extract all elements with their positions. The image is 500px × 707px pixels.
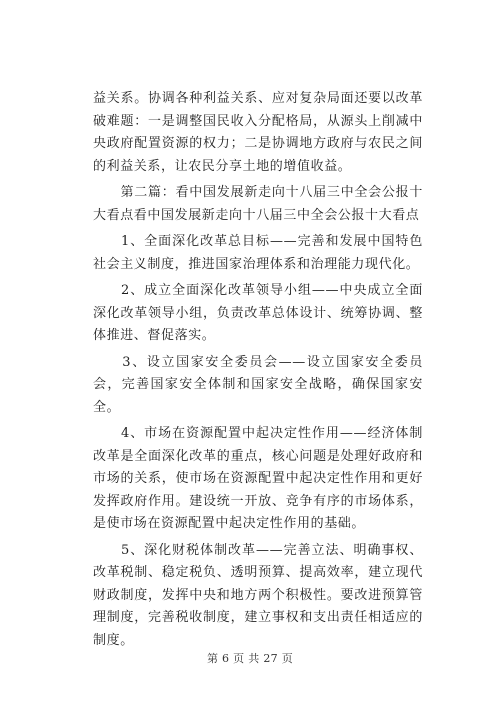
- page-number-footer: 第 6 页 共 27 页: [206, 652, 294, 665]
- paragraph-section-title: 第二篇：看中国发展新走向十八届三中全会公报十大看点看中国发展新走向十八届三中全会公报十大看点: [93, 185, 423, 223]
- paragraph-point-1: 1、全面深化改革总目标——完善和发展中国特色社会主义制度，推进国家治理体系和治理能力现代化。: [93, 234, 423, 272]
- paragraph-point-2: 2、成立全面深化改革领导小组——中央成立全面深化改革领导小组，负责改革总体设计、统筹协调、整体推进、督促落实。: [93, 283, 423, 343]
- paragraph-continuation: 益关系。协调各种利益关系、应对复杂局面还要以改革破难题：一是调整国民收入分配格局，从源头上削减中央政府配置资源的权力；二是协调地方政府与农民之间的利益关系，让农民分享土地的增值收益。: [93, 91, 423, 174]
- paragraph-point-4: 4、市场在资源配置中起决定性作用——经济体制改革是全面深化改革的重点，核心问题是处理好政府和市场的关系，使市场在资源配置中起决定性作用和更好发挥政府作用。建设统一开放、竞争有序的市场体系，是使市场在资源配置中起决定性作用的基础。: [93, 426, 423, 531]
- paragraph-point-5: 5、深化财税体制改革——完善立法、明确事权、改革税制、稳定税负、透明预算、提高效率，建立现代财政制度，发挥中央和地方两个积极性。要改进预算管理制度，完善税收制度，建立事权和支出责任相适应的制度。: [93, 542, 423, 648]
- document-body: [93, 88, 423, 656]
- paragraph-point-3: 3、设立国家安全委员会——设立国家安全委员会，完善国家安全体制和国家安全战略，确保国家安全。: [93, 354, 423, 415]
